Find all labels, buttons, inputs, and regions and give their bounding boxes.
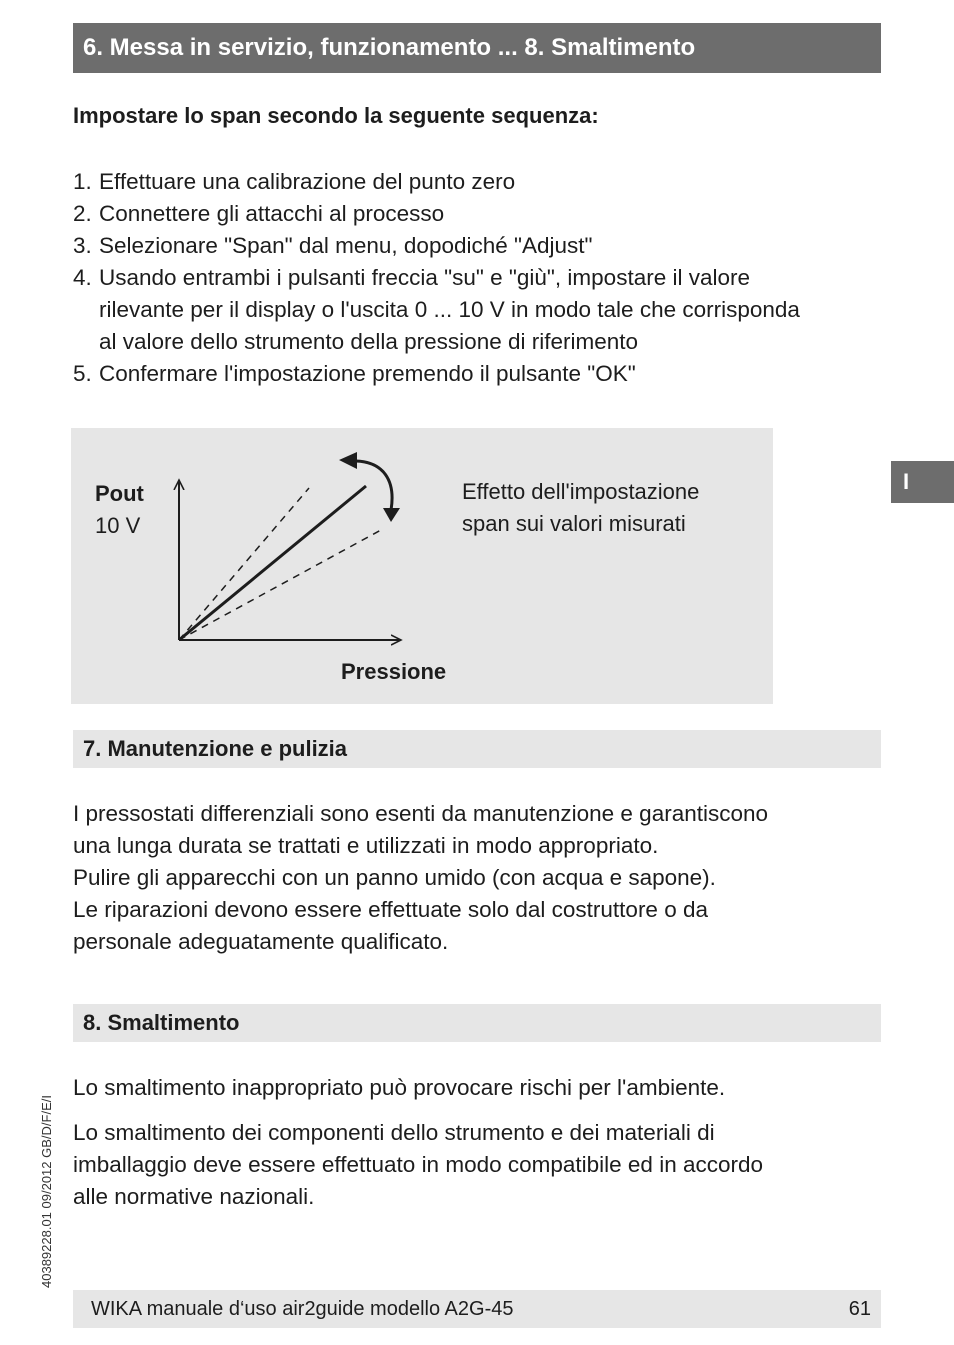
step-number: 3. (73, 233, 92, 258)
shallow-dashed-line (179, 530, 381, 640)
x-axis-label: Pressione (341, 659, 447, 684)
adjust-arrow (356, 461, 392, 510)
step-text: rilevante per il display o l'uscita 0 ... 10 V in modo tale che corrisponda (99, 297, 800, 322)
disposal-paragraph-1 (73, 1072, 893, 1104)
list-item (73, 198, 893, 230)
steep-dashed-line (179, 488, 309, 640)
figure-caption (462, 476, 762, 540)
paragraph-line: personale adeguatamente qualificato. (73, 929, 449, 954)
page-number: 61 (848, 1298, 871, 1320)
span-steps-list (73, 166, 893, 390)
caption-line: Effetto dell'impostazione (462, 479, 700, 504)
paragraph-line: Lo smaltimento dei componenti dello strumento e dei materiali di (73, 1120, 715, 1145)
list-item (73, 358, 893, 390)
step-number: 4. (73, 265, 92, 290)
disposal-paragraph-2 (73, 1117, 893, 1213)
step-text: Usando entrambi i pulsanti freccia "su" e "giù", impostare il valore (99, 265, 750, 290)
span-effect-figure (71, 428, 773, 704)
arrow-head-up (339, 452, 357, 469)
paragraph-line: imballaggio deve essere effettuato in modo compatibile ed in accordo (73, 1152, 764, 1177)
step-text: Confermare l'impostazione premendo il pulsante "OK" (99, 361, 636, 386)
paragraph-line: Lo smaltimento inappropriato può provocare rischi per l'ambiente. (73, 1075, 726, 1100)
step-number: 2. (73, 201, 92, 226)
section-header-title: 6. Messa in servizio, funzionamento ... 8. Smaltimento (83, 34, 696, 61)
step-text: Effettuare una calibrazione del punto zero (99, 169, 516, 194)
step-text: Selezionare "Span" dal menu, dopodiché "Adjust" (99, 233, 593, 258)
step-text: al valore dello strumento della pressione di riferimento (99, 329, 639, 354)
y-axis-value: 10 V (95, 513, 141, 538)
maintenance-heading (73, 730, 881, 768)
list-item (73, 262, 893, 358)
step-text: Connettere gli attacchi al processo (99, 201, 445, 226)
disposal-heading (73, 1004, 881, 1042)
caption-line: span sui valori misurati (462, 511, 686, 536)
list-item (73, 166, 893, 198)
maintenance-paragraph (73, 798, 893, 958)
page-footer (73, 1290, 881, 1328)
paragraph-line: una lunga durata se trattati e utilizzati in modo appropriato. (73, 833, 659, 858)
step-number: 1. (73, 169, 92, 194)
span-instructions-heading: Impostare lo span secondo la seguente sequenza: (73, 103, 599, 128)
paragraph-line: Pulire gli apparecchi con un panno umido (con acqua e sapone). (73, 865, 716, 890)
paragraph-line: alle normative nazionali. (73, 1184, 315, 1209)
language-tab-label: I (903, 469, 910, 494)
y-axis-label: Pout (95, 481, 144, 506)
footer-text: WIKA manuale d‘uso air2guide modello A2G-45 (91, 1298, 514, 1320)
paragraph-line: Le riparazioni devono essere effettuate solo dal costruttore o da (73, 897, 708, 922)
reference-line (179, 486, 366, 640)
maintenance-heading-text: 7. Manutenzione e pulizia (83, 736, 348, 761)
paragraph-line: I pressostati differenziali sono esenti da manutenzione e garantiscono (73, 801, 769, 826)
section-header (73, 23, 881, 73)
disposal-heading-text: 8. Smaltimento (83, 1010, 240, 1035)
language-tab (891, 461, 954, 503)
list-item (73, 230, 893, 262)
arrow-head-down (383, 508, 400, 522)
document-code: 40389228.01 09/2012 GB/D/F/E/I (39, 1095, 54, 1288)
step-number: 5. (73, 361, 92, 386)
